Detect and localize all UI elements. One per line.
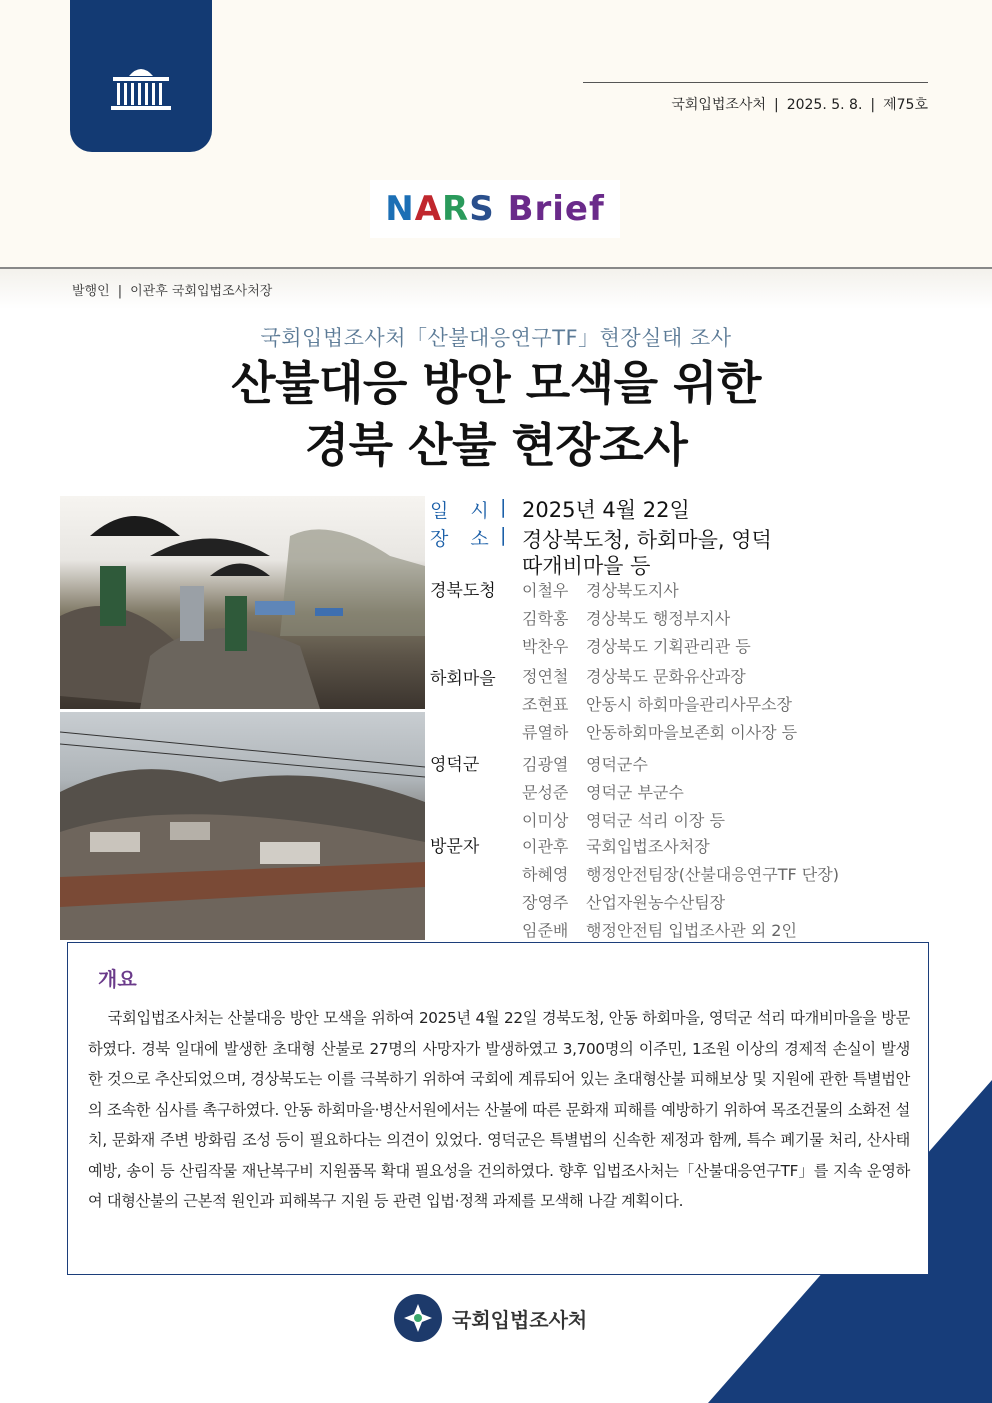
person-role: 행정안전팀 입법조사관 외 2인 (586, 921, 797, 940)
person-name: 박찬우 (522, 637, 569, 656)
group-name: 방문자 (430, 837, 480, 857)
publisher-label: 발행인 (72, 284, 110, 299)
issue-number: 제75호 (883, 97, 928, 113)
logo-letter-a: A (414, 189, 443, 229)
person-name: 하혜영 (522, 865, 569, 884)
person-role: 영덕군 부군수 (586, 783, 684, 802)
person-name: 이철우 (522, 581, 569, 600)
person-role: 국회입법조사처장 (586, 837, 710, 856)
logo-brief: Brief (507, 189, 605, 229)
title-line-1: 산불대응 방안 모색을 위한 (231, 356, 761, 410)
article-subtitle: 국회입법조사처「산불대응연구TF」현장실태 조사 (260, 326, 732, 350)
person-role: 행정안전팀장(산불대응연구TF 단장) (586, 865, 839, 884)
summary-box (67, 942, 929, 1275)
person-name: 이미상 (522, 811, 569, 830)
person-role: 안동시 하회마을관리사무소장 (586, 695, 793, 714)
person-name: 임준배 (522, 921, 569, 940)
issue-info: 국회입법조사처 | 2025. 5. 8. | 제75호 (671, 97, 928, 113)
date-label: 일 시 (430, 500, 497, 522)
person-name: 문성준 (522, 783, 569, 802)
person-role: 안동하회마을보존회 이사장 등 (586, 723, 798, 742)
place-bar: | (500, 524, 507, 546)
group-name: 경북도청 (430, 581, 496, 601)
logo-letter-r: R (442, 189, 470, 229)
person-name: 조현표 (522, 695, 569, 714)
person-role: 경상북도 문화유산과장 (586, 667, 746, 686)
nars-emblem-icon (394, 1294, 442, 1342)
logo-letter-n: N (385, 189, 415, 229)
place-label: 장 소 (430, 528, 497, 550)
summary-body: 국회입법조사처는 산불대응 방안 모색을 위하여 2025년 4월 22일 경북도청, 안동 하회마을, 영덕군 석리 따개비마을을 방문하였다. 경북 일대에 발생한 초대형 산불로 27명의 사망자가 발생하였고 3,700명의 이주민, 1조원 이상의 경제적 손실이 발생한 것으로 추산되었으며, 경상북도는 이를 극복하기 위하여 국회에 계류되어 있는 초대형산불 피해보상 및 지원에 관한 특별법안의 조속한 심사를 촉구하였다. 안동 하회마을·병산서원에서는 산불에 따른 문화재 피해를 예방하기 위하여 목조건물의 소화전 설치, 문화재 주변 방화림 조성 등이 필요하다는 의견이 있었다. 영덕군은 특별법의 신속한 제정과 함께, 특수 폐기물 처리, 산사태 예방, 송이 등 산림작물 재난복구비 지원품목 확대 필요성을 건의하였다. 향후 입법조사처는「산불대응연구TF」를 지속 운영하여 대형산불의 근본적 원인과 피해복구 지원 등 관련 입법·정책 과제를 모색해 나갈 계획이다. (88, 1009, 910, 1210)
date-value: 2025년 4월 22일 (522, 498, 690, 522)
person-name: 김학홍 (522, 609, 569, 628)
logo-letter-s: S (469, 189, 495, 229)
person-name: 장영주 (522, 893, 569, 912)
date-bar: | (500, 496, 507, 518)
person-role: 경상북도 기획관리관 등 (586, 637, 751, 656)
title-line-2: 경북 산불 현장조사 (304, 418, 688, 472)
issue-date: 2025. 5. 8. (786, 97, 863, 113)
summary-title: 개요 (98, 967, 137, 991)
person-role: 경상북도지사 (586, 581, 679, 600)
place-value-1: 경상북도청, 하회마을, 영덕 (522, 528, 772, 552)
person-name: 정연철 (522, 667, 569, 686)
group-name: 하회마을 (430, 669, 496, 689)
person-name: 류열하 (522, 723, 569, 742)
person-role: 산업자원농수산팀장 (586, 893, 726, 912)
publisher-line: 발행인 | 이관후 국회입법조사처장 (72, 284, 273, 299)
person-role: 경상북도 행정부지사 (586, 609, 731, 628)
person-name: 김광열 (522, 755, 569, 774)
footer-logo (378, 1290, 618, 1346)
person-role: 영덕군수 (586, 755, 648, 774)
publisher-name: 이관후 국회입법조사처장 (130, 284, 273, 299)
place-value-2: 따개비마을 등 (522, 554, 651, 578)
footer-org-name: 국회입법조사처 (452, 1307, 588, 1332)
person-role: 영덕군 석리 이장 등 (586, 811, 725, 830)
issue-org: 국회입법조사처 (671, 97, 766, 113)
group-name: 영덕군 (430, 755, 480, 775)
person-name: 이관후 (522, 837, 569, 856)
